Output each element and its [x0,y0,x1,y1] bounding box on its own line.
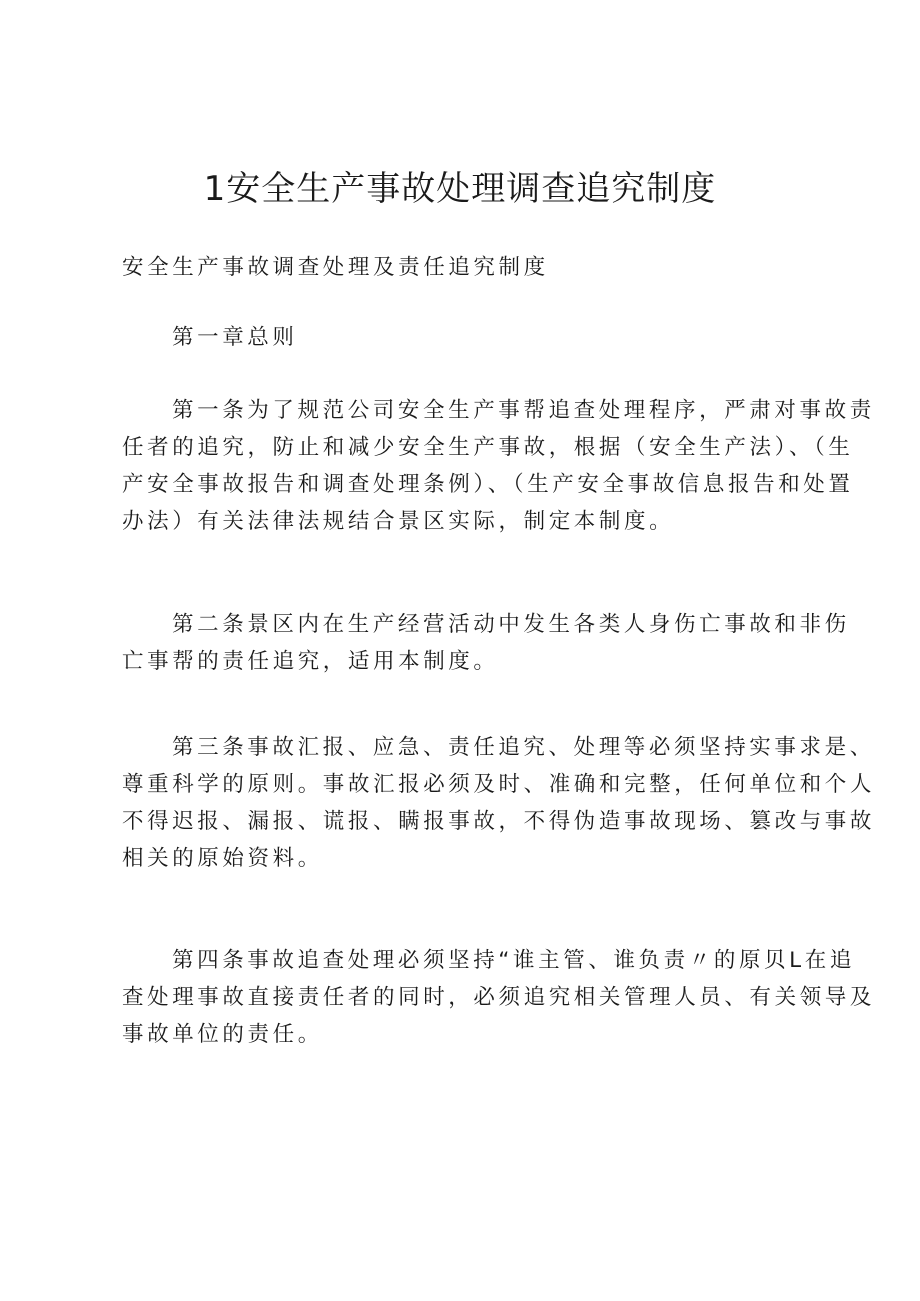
document-title: 1安全生产事故处理调查追究制度 [203,169,717,209]
paragraph-line: 尊重科学的原则。事故汇报必须及时、准确和完整，任何单位和个人 [122,772,876,797]
paragraph-line: 第四条事故追查处理必须坚持“谁主管、谁负责〃的原贝L在追 [172,948,855,973]
paragraph-line: 第二条景区内在生产经营活动中发生各类人身伤亡事故和非伤 [172,612,850,637]
paragraph-line: 任者的追究，防止和减少安全生产事故，根据（安全生产法）、（生 [122,435,854,460]
document-subtitle: 安全生产事故调查处理及责任追究制度 [122,255,549,280]
paragraph-line: 第一条为了规范公司安全生产事帮追查处理程序，严肃对事故责 [172,398,875,423]
paragraph [122,606,850,680]
paragraph-line: 亡事帮的责任追究，适用本制度。 [122,649,499,674]
paragraph-line: 事故单位的责任。 [122,1022,323,1047]
paragraph [122,392,875,540]
paragraph-line: 相关的原始资料。 [122,846,323,871]
paragraph-line: 办法）有关法律法规结合景区实际，制定本制度。 [122,509,675,534]
paragraph-line: 第三条事故汇报、应急、责任追究、处理等必须坚持实事求是、 [172,735,875,760]
paragraph-line: 不得迟报、漏报、谎报、瞒报事故，不得伪造事故现场、篡改与事故 [122,809,876,834]
paragraph [122,942,876,1053]
paragraph [122,729,876,877]
chapter-heading: 第一章总则 [172,325,298,350]
paragraph-line: 产安全事故报告和调查处理条例）、（生产安全事故信息报告和处置 [122,472,854,497]
paragraph-line: 查处理事故直接责任者的同时，必须追究相关管理人员、有关领导及 [122,985,876,1010]
